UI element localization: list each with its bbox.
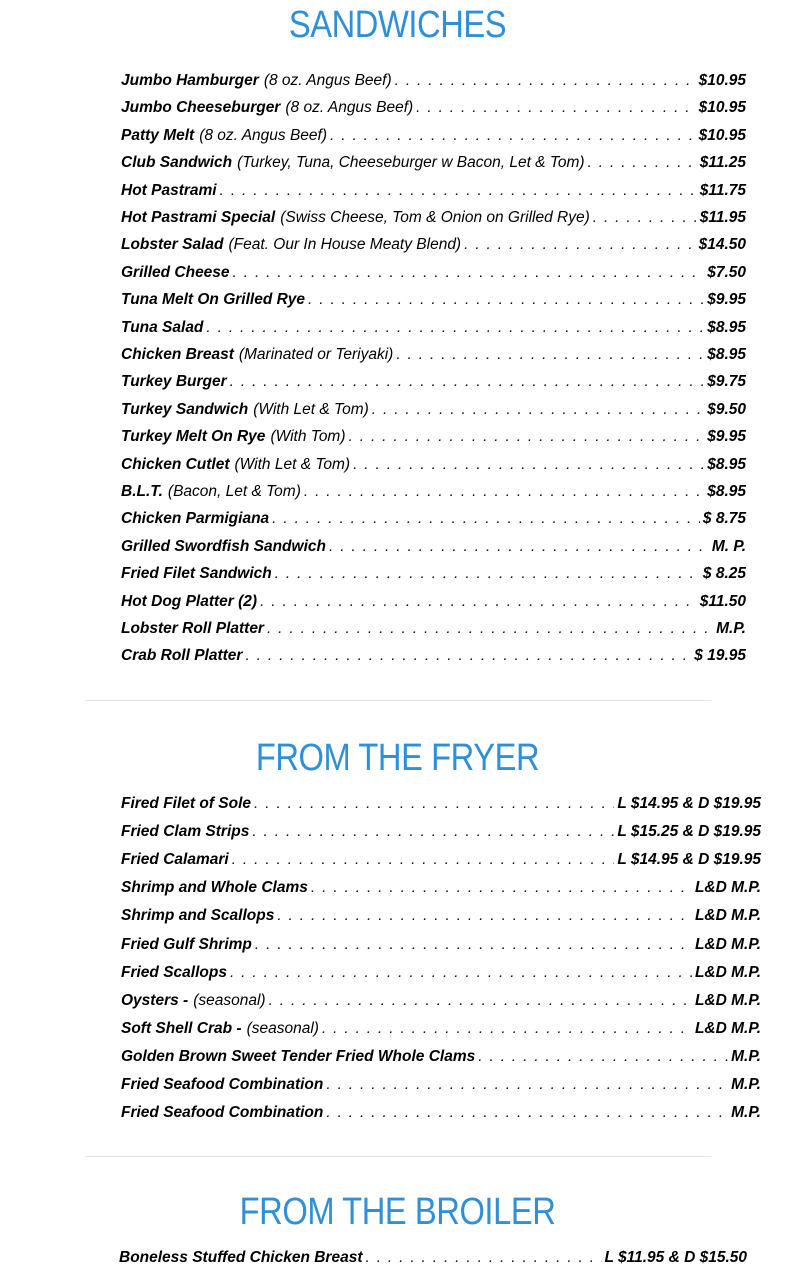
menu-item-price: M.P. bbox=[731, 1104, 761, 1122]
dot-leader bbox=[326, 1076, 728, 1094]
menu-item bbox=[121, 456, 746, 474]
menu-item bbox=[119, 1249, 747, 1267]
menu-item-name: Turkey Melt On Rye bbox=[121, 428, 266, 446]
dot-leader bbox=[396, 346, 704, 364]
menu-item-name: Soft Shell Crab - bbox=[121, 1019, 242, 1037]
menu-item bbox=[121, 401, 746, 419]
menu-item-price: M.P. bbox=[716, 620, 746, 637]
menu-item-price: M. P. bbox=[711, 537, 746, 555]
menu-item-price: $9.95 bbox=[707, 428, 746, 446]
menu-item bbox=[121, 936, 761, 954]
menu-item-description: (With Let & Tom) bbox=[234, 455, 351, 473]
menu-item bbox=[121, 964, 761, 982]
dot-leader bbox=[272, 510, 700, 528]
menu-item-price: $ 8.75 bbox=[702, 510, 746, 528]
dot-leader bbox=[255, 936, 692, 954]
menu-item bbox=[121, 647, 746, 665]
dot-leader bbox=[220, 182, 697, 200]
dot-leader bbox=[329, 538, 709, 556]
menu-item-name: Patty Melt bbox=[121, 126, 195, 144]
menu-item-description: (8 oz. Angus Beef) bbox=[285, 99, 414, 117]
menu-item-name: Fried Clam Strips bbox=[121, 823, 250, 841]
dot-leader bbox=[267, 620, 713, 638]
menu-item bbox=[121, 851, 761, 869]
dot-leader bbox=[365, 1249, 601, 1267]
menu-item-price: $11.95 bbox=[699, 209, 746, 226]
menu-item-name: Lobster Salad bbox=[121, 236, 224, 254]
dot-leader bbox=[233, 264, 705, 282]
menu-item-name: Tuna Melt On Grilled Rye bbox=[121, 291, 306, 309]
menu-item bbox=[121, 620, 746, 638]
menu-item-price: $10.95 bbox=[698, 72, 746, 89]
menu-item-price: $9.95 bbox=[707, 291, 746, 309]
menu-item-price: L $11.95 & D $15.50 bbox=[604, 1249, 747, 1266]
dot-leader bbox=[230, 964, 692, 982]
menu-item bbox=[121, 483, 746, 501]
menu-item-name: Chicken Breast bbox=[121, 346, 234, 363]
menu-item bbox=[121, 373, 746, 391]
menu-item-name: Jumbo Hamburger bbox=[121, 72, 259, 89]
menu-item bbox=[121, 428, 746, 446]
menu-item-price: $ 8.25 bbox=[702, 565, 746, 583]
dot-leader bbox=[311, 879, 692, 897]
dot-leader bbox=[588, 154, 697, 172]
menu-item-name: Oysters - bbox=[121, 991, 189, 1009]
menu-item bbox=[121, 291, 746, 309]
menu-item bbox=[121, 209, 746, 227]
menu-item-description: (Marinated or Teriyaki) bbox=[238, 346, 394, 363]
menu-item-price: L&D M.P. bbox=[694, 935, 761, 953]
dot-leader bbox=[395, 72, 696, 90]
menu-item bbox=[121, 823, 761, 841]
menu-item bbox=[121, 182, 746, 200]
menu-item-description: (With Tom) bbox=[270, 428, 346, 446]
menu-item-price: L $14.95 & D $19.95 bbox=[617, 795, 761, 812]
menu-item-name: Fried Gulf Shrimp bbox=[121, 935, 252, 953]
dot-leader bbox=[353, 456, 704, 474]
menu-item-name: Fried Seafood Combination bbox=[121, 1104, 324, 1122]
dot-leader bbox=[322, 1020, 692, 1038]
dot-leader bbox=[206, 319, 704, 337]
menu-item-name: Club Sandwich bbox=[121, 154, 233, 172]
menu-item-name: Golden Brown Sweet Tender Fried Whole Clams bbox=[121, 1047, 476, 1065]
menu-item-name: Fried Seafood Combination bbox=[121, 1076, 324, 1093]
menu-item-price: $11.25 bbox=[699, 154, 746, 172]
menu-item-name: Hot Pastrami Special bbox=[121, 209, 276, 226]
dot-leader bbox=[464, 236, 695, 254]
dot-leader bbox=[254, 795, 614, 813]
menu-item bbox=[121, 795, 761, 813]
menu-item-description: (seasonal) bbox=[246, 1019, 319, 1037]
section-title-fryer: FROM THE FRYER bbox=[255, 737, 540, 779]
menu-item-description: (seasonal) bbox=[193, 991, 266, 1009]
menu-item bbox=[121, 72, 746, 90]
menu-item-name: B.L.T. bbox=[121, 483, 163, 500]
menu-item-name: Chicken Cutlet bbox=[121, 455, 230, 473]
dot-leader bbox=[269, 992, 692, 1010]
menu-item-name: Fried Calamari bbox=[121, 851, 229, 869]
menu-item bbox=[121, 879, 761, 897]
menu-item bbox=[121, 510, 746, 528]
menu-item-price: $8.95 bbox=[707, 483, 746, 500]
dot-leader bbox=[245, 647, 691, 665]
menu-item-name: Tuna Salad bbox=[121, 318, 204, 336]
dot-leader bbox=[232, 851, 615, 869]
menu-item bbox=[121, 154, 746, 172]
menu-item bbox=[121, 992, 761, 1010]
dot-leader bbox=[304, 483, 704, 501]
menu-item-name: Fried Filet Sandwich bbox=[121, 565, 272, 583]
dot-leader bbox=[330, 127, 696, 145]
menu-item-name: Turkey Burger bbox=[121, 373, 227, 391]
menu-item-price: $11.50 bbox=[699, 592, 746, 610]
menu-item-price: L&D M.P. bbox=[694, 879, 761, 897]
section-title-broiler: FROM THE BROILER bbox=[239, 1191, 556, 1233]
menu-item-price: $8.95 bbox=[707, 455, 746, 473]
menu-item bbox=[121, 1076, 761, 1094]
menu-item-price: $14.50 bbox=[698, 236, 746, 254]
menu-item-description: (Feat. Our In House Meaty Blend) bbox=[228, 236, 462, 254]
section-title-sandwiches: SANDWICHES bbox=[288, 4, 507, 46]
menu-item-price: $8.95 bbox=[707, 346, 746, 363]
menu-item bbox=[121, 319, 746, 337]
section-divider bbox=[85, 700, 711, 701]
menu-item-name: Lobster Roll Platter bbox=[121, 620, 264, 637]
menu-item-name: Shrimp and Scallops bbox=[121, 907, 275, 925]
menu-item-price: $8.95 bbox=[707, 318, 746, 336]
menu-item bbox=[121, 346, 746, 364]
menu-item-description: (8 oz. Angus Beef) bbox=[199, 126, 328, 144]
menu-item bbox=[121, 593, 746, 611]
menu-item-price: L&D M.P. bbox=[694, 991, 761, 1009]
menu-item bbox=[121, 907, 761, 925]
menu-item-price: $10.95 bbox=[698, 126, 746, 144]
menu-item-name: Chicken Parmigiana bbox=[121, 510, 270, 528]
menu-item-price: M.P. bbox=[731, 1047, 761, 1065]
menu-item-price: $9.50 bbox=[707, 400, 746, 418]
menu-item-name: Jumbo Cheeseburger bbox=[121, 99, 281, 117]
menu-item-price: $ 19.95 bbox=[694, 647, 746, 665]
dot-leader bbox=[478, 1048, 728, 1066]
menu-item-name: Hot Dog Platter (2) bbox=[121, 592, 258, 610]
menu-item bbox=[121, 1104, 761, 1122]
menu-item-description: (With Let & Tom) bbox=[253, 400, 369, 418]
dot-leader bbox=[277, 907, 692, 925]
menu-item bbox=[121, 565, 746, 583]
menu-item-name: Grilled Swordfish Sandwich bbox=[121, 537, 326, 555]
menu-item bbox=[121, 127, 746, 145]
menu-item-description: (8 oz. Angus Beef) bbox=[263, 72, 392, 89]
dot-leader bbox=[275, 565, 700, 583]
menu-item-name: Crab Roll Platter bbox=[121, 647, 243, 665]
dot-leader bbox=[308, 291, 704, 309]
menu-item-price: $7.50 bbox=[707, 263, 746, 281]
menu-item-price: $11.75 bbox=[699, 181, 746, 199]
dot-leader bbox=[326, 1104, 728, 1122]
dot-leader bbox=[252, 823, 614, 841]
menu-item-description: (Swiss Cheese, Tom & Onion on Grilled Rye) bbox=[280, 209, 590, 226]
menu-item-price: L $15.25 & D $19.95 bbox=[617, 823, 761, 841]
menu-item-name: Fried Scallops bbox=[121, 963, 227, 981]
menu-item-price: $9.75 bbox=[707, 373, 746, 391]
menu-item bbox=[121, 99, 746, 117]
dot-leader bbox=[230, 373, 705, 391]
dot-leader bbox=[593, 209, 697, 227]
menu-item bbox=[121, 1048, 761, 1066]
menu-item-price: L $14.95 & D $19.95 bbox=[617, 851, 761, 869]
dot-leader bbox=[416, 99, 695, 117]
menu-item bbox=[121, 1020, 761, 1038]
dot-leader bbox=[372, 401, 704, 419]
dot-leader bbox=[349, 428, 705, 446]
menu-item-price: $10.95 bbox=[698, 99, 746, 117]
menu-item-name: Shrimp and Whole Clams bbox=[121, 879, 308, 897]
menu-item bbox=[121, 264, 746, 282]
menu-item-description: (Bacon, Let & Tom) bbox=[167, 483, 301, 500]
menu-item-description: (Turkey, Tuna, Cheeseburger w Bacon, Let & Tom) bbox=[237, 154, 585, 172]
section-divider bbox=[85, 1156, 711, 1157]
menu-item-name: Grilled Cheese bbox=[121, 263, 230, 281]
menu-item-name: Fired Filet of Sole bbox=[121, 795, 252, 812]
menu-item-price: L&D M.P. bbox=[694, 1019, 761, 1037]
menu-item-name: Hot Pastrami bbox=[121, 181, 217, 199]
menu-item-price: M.P. bbox=[731, 1076, 761, 1093]
menu-item-price: L&D M.P. bbox=[694, 963, 761, 981]
menu-item-price: L&D M.P. bbox=[694, 907, 761, 925]
menu-item-name: Turkey Sandwich bbox=[121, 400, 249, 418]
menu-item-name: Boneless Stuffed Chicken Breast bbox=[119, 1249, 363, 1266]
menu-item bbox=[121, 538, 746, 556]
menu-item bbox=[121, 236, 746, 254]
dot-leader bbox=[260, 593, 697, 611]
